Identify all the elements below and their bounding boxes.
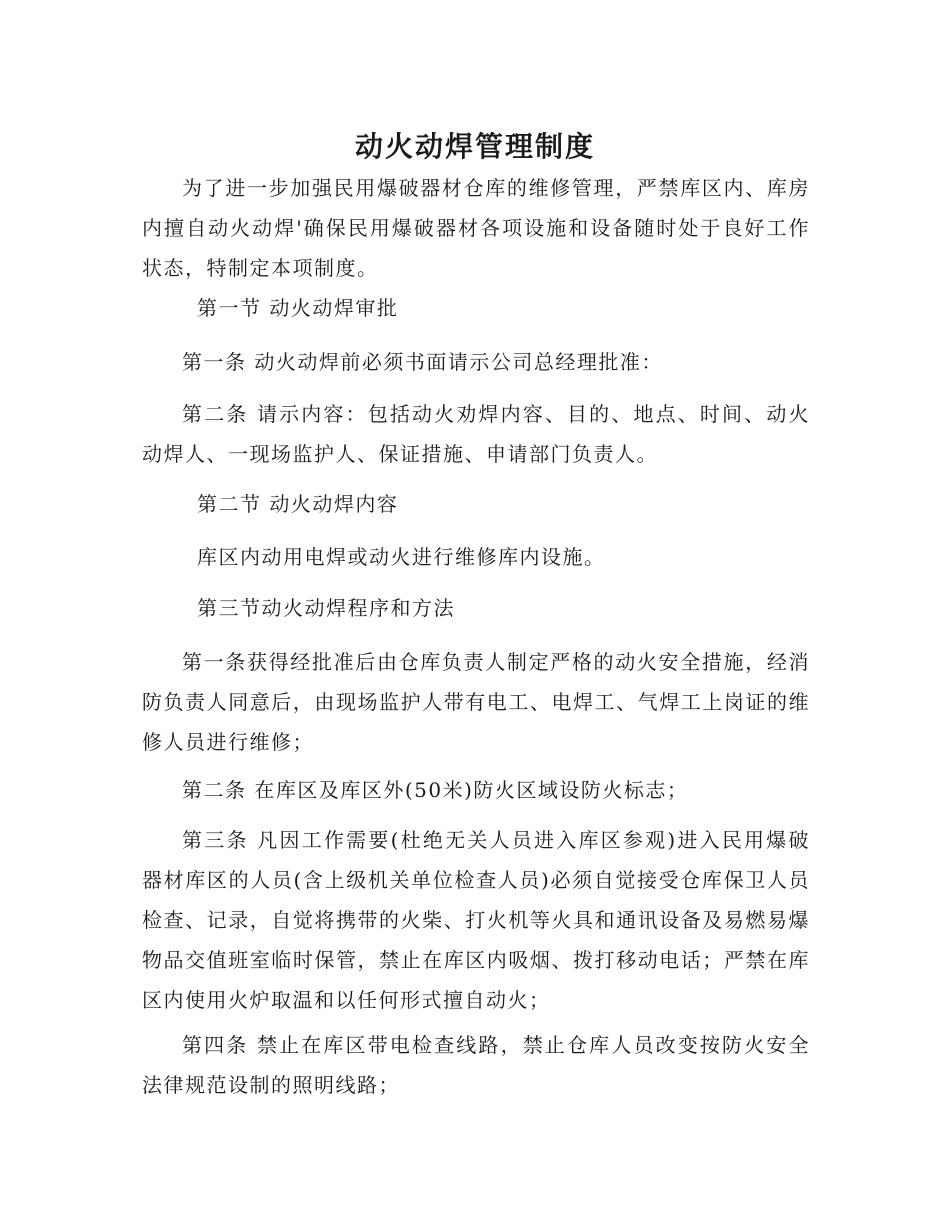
- section-1-article-1: 第一条 动火动焊前必须书面请示公司总经理批准：: [182, 350, 663, 374]
- section-2-body: 库区内动用电焊或动火进行维修库内设施。: [197, 545, 606, 569]
- section-3-article-2: 第二条 在库区及库区外(50米)防火区域设防火标志；: [182, 778, 689, 802]
- document-title: 动火动焊管理制度: [354, 129, 595, 163]
- section-3-article-3: 第三条 凡因工作需要(杜绝无关人员进入库区参观)进入民用爆破器材库区的人员(含上级机关单位检查人员)必须自觉接受仓库保卫人员检查、记录，自觉将携带的火柴、打火机等火具和通讯设备及易燃易爆物品交值班室临时保管，禁止在库区内吸烟、拨打移动电话；严禁在库区内使用火炉取温和以任何形式擅自动火；: [142, 828, 810, 1012]
- intro-paragraph: 为了进一步加强民用爆破器材仓库的维修管理，严禁库区内、库房内擅自动火动焊'确保民用爆破器材各项设施和设备随时处于良好工作状态，特制定本项制度。: [142, 176, 810, 280]
- section-3-article-1: 第一条获得经批准后由仓库负责人制定严格的动火安全措施，经消防负责人同意后，由现场监护人带有电工、电焊工、气焊工上岗证的维修人员进行维修；: [142, 650, 810, 754]
- section-2-heading: 第二节 动火动焊内容: [197, 492, 399, 516]
- section-1-article-2: 第二条 请示内容：包括动火劝焊内容、目的、地点、时间、动火动焊人、一现场监护人、保证措施、申请部门负责人。: [142, 402, 810, 466]
- section-3-heading: 第三节动火动焊程序和方法: [197, 596, 455, 620]
- section-1-heading: 第一节 动火动焊审批: [197, 296, 399, 320]
- section-3-article-4: 第四条 禁止在库区带电检查线路，禁止仓库人员改变按防火安全法律规范设制的照明线路；: [142, 1033, 810, 1097]
